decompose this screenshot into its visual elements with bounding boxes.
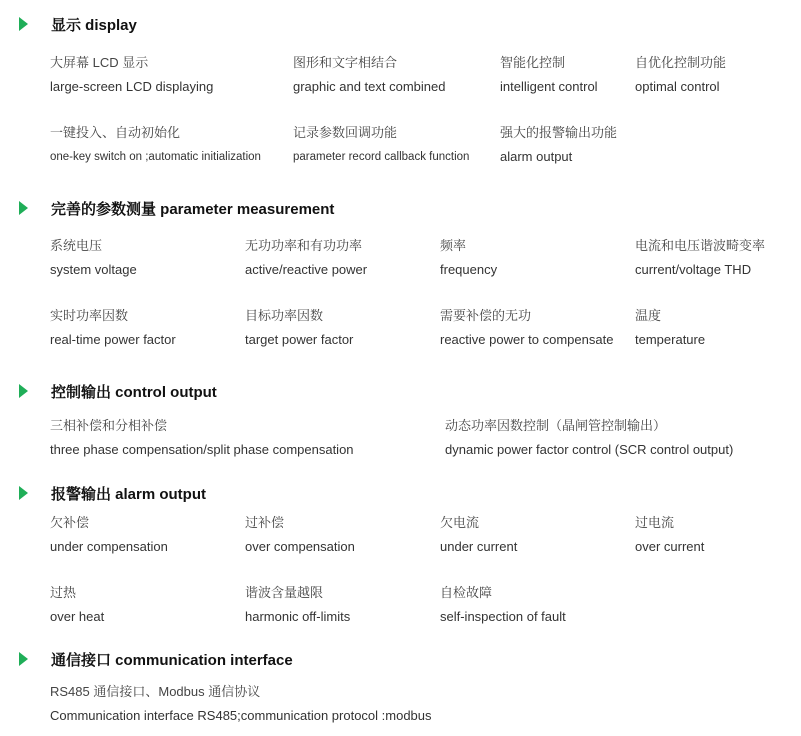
- section-title: 显示 display: [51, 16, 137, 34]
- arrow-bullet-icon: [19, 652, 28, 666]
- feature-zh: 温度: [635, 308, 662, 323]
- feature-en: dynamic power factor control (SCR control output): [445, 442, 734, 457]
- feature-en: system voltage: [50, 262, 137, 277]
- feature-en: temperature: [635, 332, 706, 347]
- feature-item: [245, 238, 367, 278]
- feature-item: [50, 125, 261, 165]
- feature-item: [440, 585, 566, 625]
- feature-item: [440, 238, 497, 278]
- feature-item: [50, 308, 176, 348]
- section-title: 完善的参数测量 parameter measurement: [51, 200, 335, 218]
- feature-en: active/reactive power: [245, 262, 368, 277]
- feature-en: alarm output: [500, 149, 573, 164]
- feature-zh: 动态功率因数控制（晶闸管控制输出）: [445, 418, 667, 433]
- feature-en: over heat: [50, 609, 105, 624]
- feature-item: [500, 55, 598, 95]
- feature-zh: 记录参数回调功能: [293, 125, 398, 140]
- feature-item: [500, 125, 617, 165]
- section-title: 报警输出 alarm output: [51, 485, 207, 503]
- feature-en: over current: [635, 539, 705, 554]
- feature-zh: 自检故障: [440, 585, 493, 600]
- feature-item: [445, 418, 733, 458]
- section-heading-alarm: [19, 482, 206, 504]
- section-heading-control: [19, 380, 217, 402]
- feature-item: [440, 515, 517, 555]
- feature-zh: 目标功率因数: [245, 308, 324, 323]
- feature-item: [245, 308, 353, 348]
- feature-zh: 过补偿: [245, 515, 285, 530]
- feature-zh: 图形和文字相结合: [293, 55, 398, 70]
- feature-en: reactive power to compensate: [440, 332, 614, 347]
- section-heading-measurement: [19, 197, 334, 219]
- feature-zh: 三相补偿和分相补偿: [50, 418, 168, 433]
- arrow-bullet-icon: [19, 201, 28, 215]
- feature-item: [50, 515, 168, 555]
- feature-en: graphic and text combined: [293, 79, 446, 94]
- feature-item: [245, 585, 350, 625]
- section-heading-comm: [19, 648, 293, 670]
- feature-zh: 大屏幕 LCD 显示: [50, 55, 149, 70]
- feature-en: intelligent control: [500, 79, 598, 94]
- feature-en: frequency: [440, 262, 498, 277]
- feature-en: parameter record callback function: [293, 151, 470, 163]
- feature-zh: 无功功率和有功功率: [245, 238, 363, 253]
- feature-en: real-time power factor: [50, 332, 176, 347]
- arrow-bullet-icon: [19, 486, 28, 500]
- feature-zh: 过热: [50, 585, 77, 600]
- feature-item: [635, 515, 704, 555]
- feature-en: under compensation: [50, 539, 168, 554]
- feature-item: [635, 238, 765, 278]
- feature-en: self-inspection of fault: [440, 609, 566, 624]
- feature-item: [440, 308, 613, 348]
- feature-zh: 过电流: [635, 515, 675, 530]
- comm-line-zh: RS485 通信接口、Modbus 通信协议: [50, 684, 261, 699]
- feature-zh: 需要补偿的无功: [440, 308, 532, 323]
- feature-item: [293, 55, 445, 95]
- feature-zh: 系统电压: [50, 238, 103, 253]
- section-title: 控制输出 control output: [51, 383, 217, 401]
- feature-zh: 智能化控制: [500, 55, 566, 70]
- arrow-bullet-icon: [19, 17, 28, 31]
- feature-zh: 电流和电压谐波畸变率: [635, 238, 766, 253]
- section-heading-display: [19, 13, 137, 35]
- feature-item: [245, 515, 355, 555]
- comm-description: [50, 684, 432, 724]
- feature-en: harmonic off-limits: [245, 609, 351, 624]
- arrow-bullet-icon: [19, 384, 28, 398]
- feature-en: large-screen LCD displaying: [50, 79, 214, 94]
- feature-en: current/voltage THD: [635, 262, 752, 277]
- feature-item: [635, 55, 726, 95]
- feature-zh: 实时功率因数: [50, 308, 129, 323]
- feature-item: [635, 308, 705, 348]
- feature-zh: 自优化控制功能: [635, 55, 727, 70]
- feature-item: [293, 125, 469, 165]
- feature-item: [50, 55, 213, 95]
- feature-item: [50, 418, 354, 458]
- feature-zh: 频率: [440, 238, 467, 253]
- feature-zh: 欠电流: [440, 515, 480, 530]
- section-title: 通信接口 communication interface: [51, 651, 293, 669]
- feature-en: target power factor: [245, 332, 354, 347]
- feature-zh: 谐波含量越限: [245, 585, 324, 600]
- feature-zh: 欠补偿: [50, 515, 90, 530]
- comm-line-en: Communication interface RS485;communication protocol :modbus: [50, 708, 432, 723]
- feature-en: over compensation: [245, 539, 355, 554]
- feature-en: one-key switch on ;automatic initialization: [50, 151, 261, 163]
- feature-zh: 强大的报警输出功能: [500, 125, 618, 140]
- feature-item: [50, 238, 137, 278]
- feature-en: three phase compensation/split phase compensation: [50, 442, 354, 457]
- feature-en: optimal control: [635, 79, 720, 94]
- feature-item: [50, 585, 104, 625]
- feature-zh: 一键投入、自动初始化: [50, 125, 181, 140]
- feature-en: under current: [440, 539, 518, 554]
